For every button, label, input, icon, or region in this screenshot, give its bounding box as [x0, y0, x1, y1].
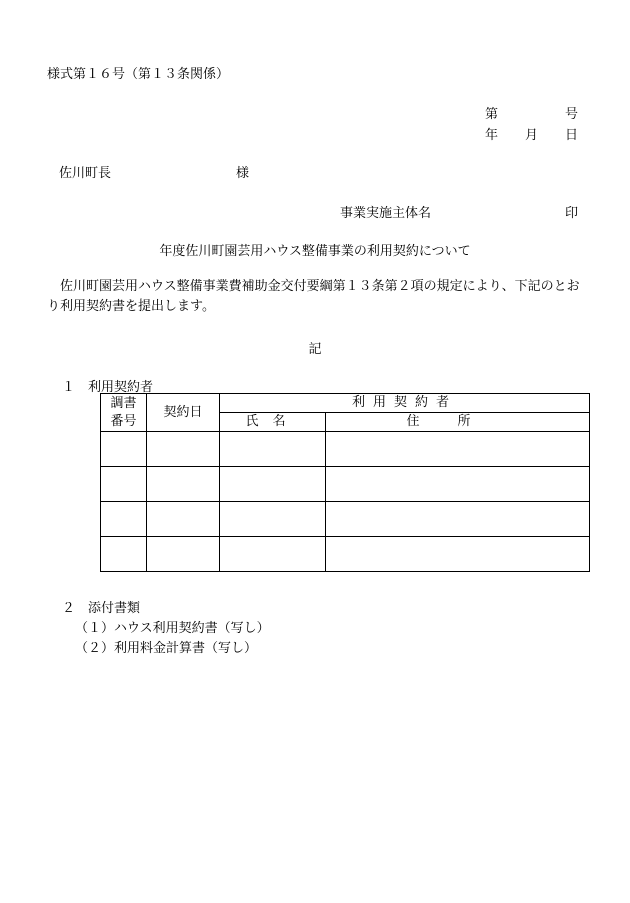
- seal-mark: 印: [564, 206, 578, 221]
- table-cell: [147, 432, 220, 467]
- table-cell: [147, 502, 220, 537]
- table-cell: [326, 537, 590, 572]
- col-name: 氏名: [220, 413, 326, 432]
- col-contractor: 利用契約者: [220, 394, 590, 413]
- document-date: [485, 124, 578, 143]
- table-cell: [101, 467, 147, 502]
- attachment-item: （１）ハウス利用契約書（写し）: [75, 621, 270, 636]
- applicant-label: 事業実施主体名: [340, 206, 432, 221]
- col-chosho-number: [101, 394, 147, 432]
- date-month-label: 月: [524, 128, 538, 143]
- attachment-item: （２）利用料金計算書（写し）: [75, 641, 258, 656]
- section2-heading: ２ 添付書類: [62, 601, 141, 616]
- document-title: 年度佐川町園芸用ハウス整備事業の利用契約について: [159, 244, 471, 259]
- doc-go-label: 号: [564, 107, 578, 122]
- addressee-honorific: 様: [235, 166, 249, 181]
- date-year-label: 年: [485, 128, 499, 143]
- doc-dai-label: 第: [485, 107, 499, 122]
- table-cell: [101, 432, 147, 467]
- contractor-table: [100, 393, 590, 572]
- table-cell: [147, 467, 220, 502]
- document-number: [485, 103, 578, 122]
- form-number: 様式第１６号（第１３条関係）: [47, 67, 230, 82]
- col-chosho-line1: 調書: [110, 395, 137, 411]
- table-row: [101, 537, 590, 572]
- table-row: [101, 467, 590, 502]
- table-row: [101, 432, 590, 467]
- addressee-name: 佐川町長: [59, 166, 112, 181]
- table-cell: [326, 432, 590, 467]
- table-row: [101, 502, 590, 537]
- table-cell: [220, 502, 326, 537]
- body-text: 佐川町園芸用ハウス整備事業費補助金交付要綱第１３条第２項の規定により、下記のとおり利用契約書を提出します。: [47, 279, 580, 314]
- ki-marker: 記: [308, 342, 322, 357]
- addressee: [59, 162, 249, 181]
- col-chosho-line2: 番号: [110, 413, 137, 429]
- date-day-label: 日: [564, 128, 578, 143]
- table-cell: [326, 467, 590, 502]
- table-cell: [220, 537, 326, 572]
- section1-heading: １ 利用契約者: [62, 380, 154, 395]
- table-cell: [220, 467, 326, 502]
- table-cell: [147, 537, 220, 572]
- col-address: 住所: [326, 413, 590, 432]
- table-cell: [326, 502, 590, 537]
- col-contract-date: 契約日: [147, 394, 220, 432]
- applicant: [340, 202, 578, 221]
- table-cell: [101, 502, 147, 537]
- table-cell: [220, 432, 326, 467]
- table-cell: [101, 537, 147, 572]
